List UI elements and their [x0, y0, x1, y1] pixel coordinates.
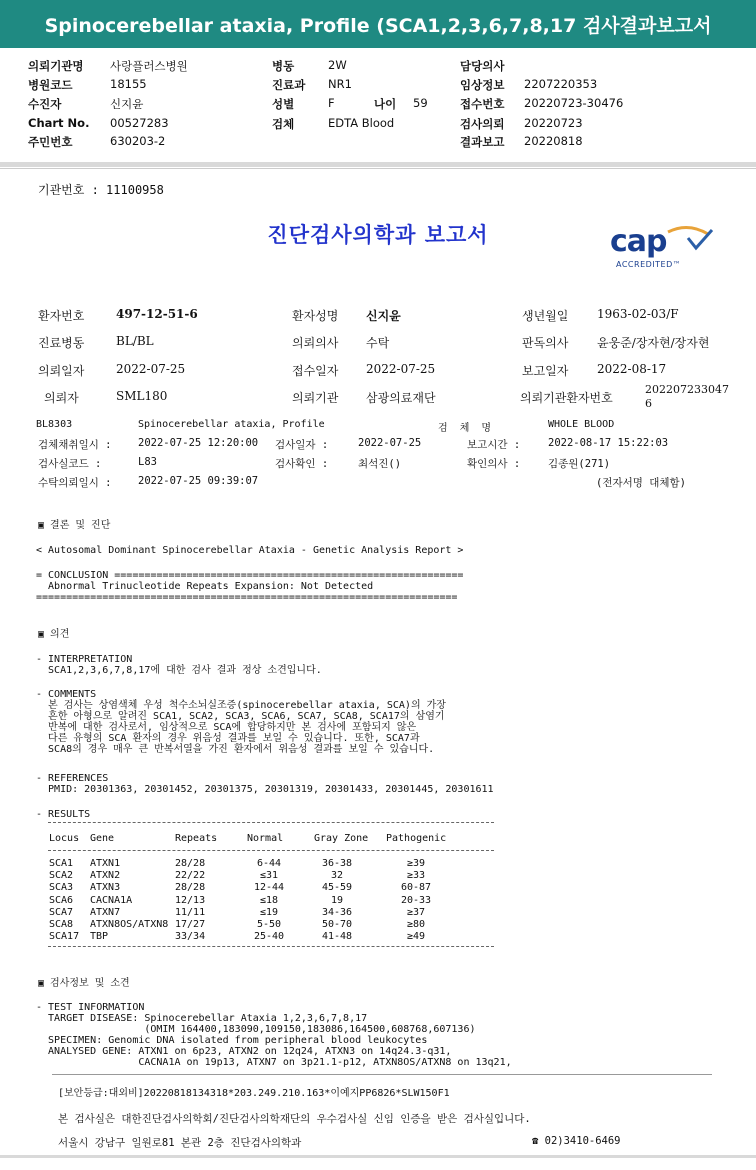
patient-label: 의뢰기관환자번호: [520, 391, 613, 405]
lab-address: 서울시 강남구 일원로81 본관 2층 진단검사의학과: [58, 1137, 302, 1149]
test-code: BL8303: [36, 419, 73, 430]
meta-label: 주민번호: [28, 135, 73, 149]
table-rule: [48, 850, 494, 851]
interpretation-heading: - INTERPRETATION: [36, 654, 133, 665]
table-cell: SCA6: [49, 894, 74, 906]
meta-value: 2207220353: [524, 77, 598, 91]
patient-label: 판독의사: [522, 336, 569, 350]
table-cell: 50-70: [321, 919, 353, 930]
patient-value: 신지윤: [366, 309, 401, 323]
section-divider: [0, 162, 756, 167]
meta-value: 20220723-30476: [524, 96, 624, 110]
table-cell: 11/11: [175, 906, 206, 918]
info-value: 2022-08-17 15:22:03: [548, 437, 669, 449]
info-value: 최석진(): [358, 458, 402, 470]
references-heading: - REFERENCES: [36, 773, 109, 784]
patient-value: SML180: [116, 389, 168, 403]
meta-label: 담당의사: [460, 59, 505, 73]
conclusion-rule: ======================================================================: [36, 592, 458, 603]
info-value: 2022-07-25: [358, 437, 422, 449]
report-title: 진단검사의학과 보고서: [267, 223, 489, 247]
table-cell: ≥37: [406, 906, 426, 918]
patient-value: 2022-07-25: [366, 362, 436, 376]
table-cell: SCA17: [49, 931, 80, 943]
comments-line: 다른 유형의 SCA 환자의 경우 위음성 결과를 보일 수 있습니다. 또한, SCA7과: [36, 733, 420, 744]
meta-label: 임상정보: [460, 78, 505, 92]
table-cell: ≥33: [406, 870, 426, 882]
patient-label: 진료병동: [38, 336, 85, 350]
specimen-label: 검 체 명: [438, 423, 492, 434]
info-label: 검사실코드 :: [38, 458, 102, 470]
table-cell: SCA7: [49, 906, 74, 918]
info-label: 수탁의뢰일시 :: [38, 477, 112, 489]
e-signature-note: (전자서명 대체함): [596, 477, 686, 489]
table-cell: ≥49: [406, 931, 426, 943]
patient-label: 의뢰의사: [292, 336, 339, 350]
comments-line: 반복에 대한 검사로서, 임상적으로 SCA에 합당하지만 본 검사에 포함되지 않은: [36, 722, 417, 733]
test-name: Spinocerebellar ataxia, Profile: [138, 419, 325, 430]
cap-logo-sub: ACCREDITED™: [616, 260, 682, 269]
info-label: 확인의사 :: [467, 458, 521, 470]
meta-value: F: [328, 96, 335, 110]
interpretation-text: SCA1,2,3,6,7,8,17에 대한 검사 결과 정상 소견입니다.: [36, 665, 322, 676]
meta-value: NR1: [328, 77, 352, 91]
table-cell: ≤19: [259, 906, 279, 918]
meta-value: 2W: [328, 58, 347, 72]
table-cell: ATXN2: [90, 870, 121, 882]
meta-label: 검사의뢰: [460, 117, 505, 131]
table-cell: CACNA1A: [90, 894, 133, 906]
comments-heading: - COMMENTS: [36, 689, 97, 700]
meta-value: 630203-2: [110, 134, 166, 148]
table-cell: 28/28: [175, 858, 206, 869]
info-value: 2022-07-25 09:39:07: [138, 475, 259, 487]
table-rule: [48, 946, 494, 947]
request-info: [0, 54, 756, 154]
meta-label: 검체: [272, 117, 295, 131]
column-header: Gene: [90, 833, 115, 844]
patient-value: 윤웅준/장자현/장자현: [597, 336, 710, 350]
info-value: L83: [138, 456, 157, 468]
section-heading: ▣ 의견: [38, 629, 70, 640]
info-label: 검사확인 :: [275, 458, 329, 470]
table-cell: ≥39: [406, 858, 426, 869]
report-header-title: Spinocerebellar ataxia, Profile (SCA1,2,3,6,7,8,17 검사결과보고서: [0, 0, 756, 48]
patient-label: 의뢰일자: [38, 364, 85, 378]
table-cell: 41-48: [321, 931, 353, 943]
meta-value: 18155: [110, 77, 147, 91]
patient-value: 2022-08-17: [597, 362, 667, 376]
info-label: 보고시간 :: [467, 439, 521, 451]
patient-value: 1963-02-03/F: [597, 307, 679, 321]
security-line: [보안등급:대외비]20220818134318*203.249.210.163*이예지PP6826*SLW150F1: [58, 1088, 450, 1099]
results-heading: - RESULTS: [36, 809, 91, 820]
patient-label: 의뢰자: [44, 391, 79, 405]
column-header: Repeats: [175, 833, 218, 844]
table-cell: 25-40: [253, 931, 285, 943]
table-cell: 17/27: [175, 919, 206, 930]
patient-label: 의뢰기관: [292, 391, 339, 405]
conclusion-text: Abnormal Trinucleotide Repeats Expansion: Not Detected: [36, 581, 374, 592]
column-header: Normal: [247, 833, 284, 844]
table-cell: ATXN1: [90, 858, 121, 869]
comments-line: 흔한 아형으로 알려진 SCA1, SCA2, SCA3, SCA6, SCA7, SCA8, SCA17의 삼염기: [36, 711, 445, 722]
table-cell: SCA3: [49, 882, 74, 894]
section-heading: ▣ 검사정보 및 소견: [38, 978, 130, 989]
meta-label: 병동: [272, 59, 295, 73]
meta-value: 사랑플러스병원: [110, 59, 188, 73]
info-label: 검사일자 :: [275, 439, 329, 451]
patient-label: 환자번호: [38, 309, 85, 323]
report-heading: < Autosomal Dominant Spinocerebellar Ataxia - Genetic Analysis Report >: [36, 545, 464, 556]
meta-label: 나이: [374, 97, 397, 111]
meta-label: 결과보고: [460, 135, 505, 149]
table-cell: ≤31: [259, 870, 279, 882]
test-info-line: - TEST INFORMATION: [36, 1002, 145, 1013]
lab-phone: ☎ 02)3410-6469: [532, 1135, 621, 1147]
table-cell: 6-44: [256, 858, 282, 869]
meta-value: 00527283: [110, 116, 169, 130]
specimen-value: WHOLE BLOOD: [548, 419, 615, 430]
cap-logo-text: cap: [610, 224, 667, 259]
info-value: 김종원(271): [548, 458, 611, 470]
meta-label: 접수번호: [460, 97, 505, 111]
meta-value: 신지윤: [110, 97, 144, 111]
patient-label: 생년월일: [522, 309, 569, 323]
footer-rule: [52, 1074, 712, 1075]
cap-accredited-logo: [610, 224, 720, 274]
meta-value: EDTA Blood: [328, 116, 395, 130]
patient-value: 수탁: [366, 336, 390, 350]
column-header: Pathogenic: [386, 833, 447, 844]
patient-value-wrap: 6: [645, 397, 652, 410]
meta-label: 진료과: [272, 78, 306, 92]
table-cell: 60-87: [400, 882, 432, 894]
table-cell: ATXN7: [90, 906, 121, 918]
patient-value: 2022-07-25: [116, 362, 186, 376]
meta-label: 병원코드: [28, 78, 73, 92]
test-info-line: CACNA1A on 19p13, ATXN7 on 3p21.1-p12, ATXN8OS/ATXN8 on 13q21,: [36, 1057, 512, 1068]
table-cell: SCA2: [49, 870, 74, 882]
test-info-line: SPECIMEN: Genomic DNA isolated from peripheral blood leukocytes: [36, 1035, 428, 1046]
comments-line: 본 검사는 상염색체 우성 척수소뇌실조증(spinocerebellar ataxia, SCA)의 가장: [36, 700, 446, 711]
table-cell: ≤18: [259, 894, 279, 906]
meta-label: 의뢰기관명: [28, 59, 84, 73]
table-cell: 22/22: [175, 870, 206, 882]
table-cell: 5-50: [256, 919, 282, 930]
lab-report: [0, 168, 756, 1159]
patient-value: 202207233047: [645, 383, 729, 396]
table-cell: SCA1: [49, 858, 74, 869]
column-header: Locus: [49, 833, 80, 844]
table-cell: 32: [330, 870, 344, 882]
test-info-line: (OMIM 164400,183090,109150,183086,164500,608768,607136): [36, 1024, 476, 1035]
table-cell: ≥80: [406, 919, 426, 930]
table-cell: 20-33: [400, 894, 432, 906]
column-header: Gray Zone: [314, 833, 369, 844]
patient-value: BL/BL: [116, 334, 154, 348]
patient-value: 497-12-51-6: [116, 307, 198, 321]
test-info-line: TARGET DISEASE: Spinocerebellar Ataxia 1,2,3,6,7,8,17: [36, 1013, 368, 1024]
info-label: 검체채취일시 :: [38, 439, 112, 451]
conclusion-heading: = CONCLUSION ==========================================================: [36, 570, 464, 581]
table-cell: TBP: [90, 931, 109, 943]
test-info-line: ANALYSED GENE: ATXN1 on 6p23, ATXN2 on 12q24, ATXN3 on 14q24.3-q31,: [36, 1046, 452, 1057]
institution-number: 기관번호 : 11100958: [38, 183, 164, 197]
table-cell: 33/34: [175, 931, 206, 943]
table-cell: ATXN3: [90, 882, 121, 894]
page-bottom-bar: [0, 1155, 756, 1158]
meta-label: Chart No.: [28, 116, 90, 130]
patient-label: 접수일자: [292, 364, 339, 378]
meta-value: 20220818: [524, 134, 583, 148]
table-cell: 12-44: [253, 882, 285, 894]
table-cell: ATXN8OS/ATXN8: [90, 919, 169, 930]
patient-label: 보고일자: [522, 364, 569, 378]
references-text: PMID: 20301363, 20301452, 20301375, 20301319, 20301433, 20301445, 20301611: [36, 784, 494, 795]
table-cell: 28/28: [175, 882, 206, 894]
table-cell: 45-59: [321, 882, 353, 894]
meta-label: 성별: [272, 97, 295, 111]
certification-text: 본 검사실은 대한진단검사의학회/진단검사의학재단의 우수검사실 신임 인증을 받은 검사실입니다.: [58, 1113, 531, 1125]
section-heading: ▣ 결론 및 진단: [38, 520, 111, 531]
table-rule: [48, 822, 494, 823]
patient-label: 환자성명: [292, 309, 339, 323]
info-value: 2022-07-25 12:20:00: [138, 437, 259, 449]
meta-value: 59: [413, 96, 428, 110]
meta-label: 수진자: [28, 97, 62, 111]
table-cell: 36-38: [321, 858, 353, 869]
table-cell: 12/13: [175, 894, 206, 906]
meta-value: 20220723: [524, 116, 583, 130]
table-cell: 34-36: [321, 906, 353, 918]
comments-line: SCA8의 경우 매우 큰 반복서열을 가진 환자에서 위음성 결과를 보일 수 있습니다.: [36, 744, 435, 755]
table-cell: SCA8: [49, 919, 74, 930]
table-cell: 19: [330, 894, 344, 906]
patient-value: 삼광의료재단: [366, 391, 436, 405]
